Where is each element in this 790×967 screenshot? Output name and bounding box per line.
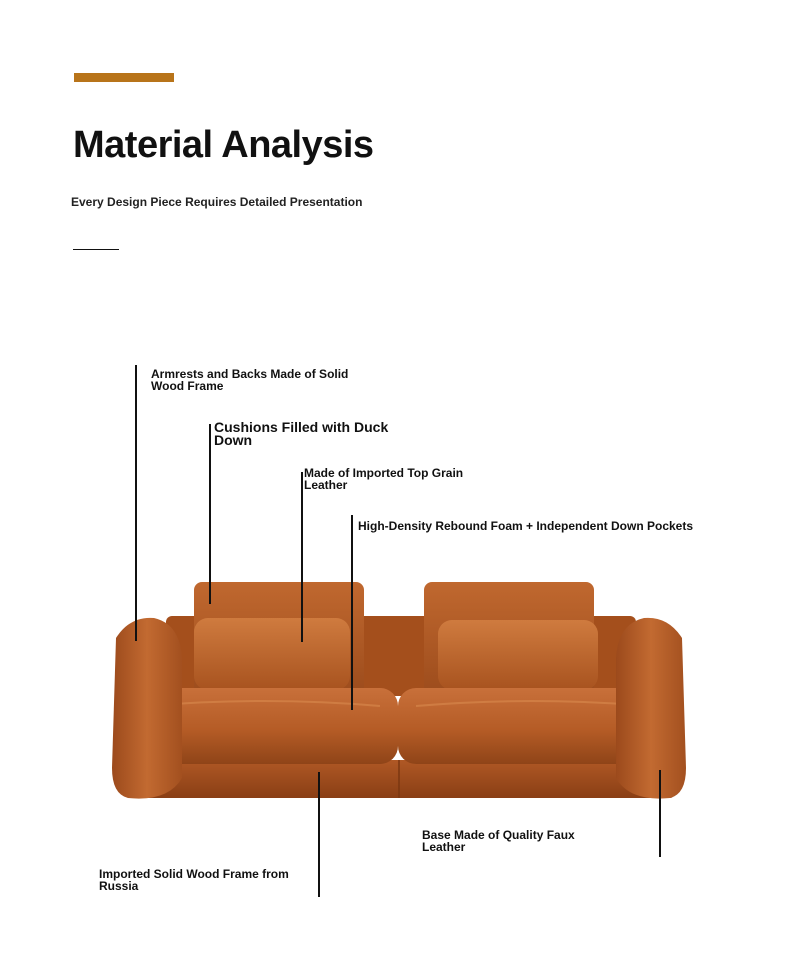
callout-cushions: Cushions Filled with Duck Down [214,419,389,448]
callout-leather: Made of Imported Top Grain Leather [304,466,464,492]
callout-line-leather [301,472,303,642]
callout-line-frame [318,772,320,897]
callout-line-cushions [209,424,211,604]
page-title: Material Analysis [73,124,374,166]
callout-line-foam [351,515,353,710]
callout-base: Base Made of Quality Faux Leather [422,828,575,854]
page-subtitle: Every Design Piece Requires Detailed Presentation [71,195,363,209]
divider [73,249,119,250]
callout-line-armrests [135,365,137,641]
armrest-left [112,618,182,799]
sofa-illustration [108,578,690,804]
callout-foam: High-Density Rebound Foam + Independent Down Pockets [358,519,694,533]
callout-armrests: Armrests and Backs Made of Solid Wood Frame [151,367,349,393]
accent-bar [74,73,174,82]
callout-line-base [659,770,661,857]
pillow-left [194,618,350,690]
armrest-right [616,618,686,799]
pillow-right [438,620,598,690]
sofa-base [128,760,674,798]
callout-frame: Imported Solid Wood Frame from Russia [99,867,289,893]
